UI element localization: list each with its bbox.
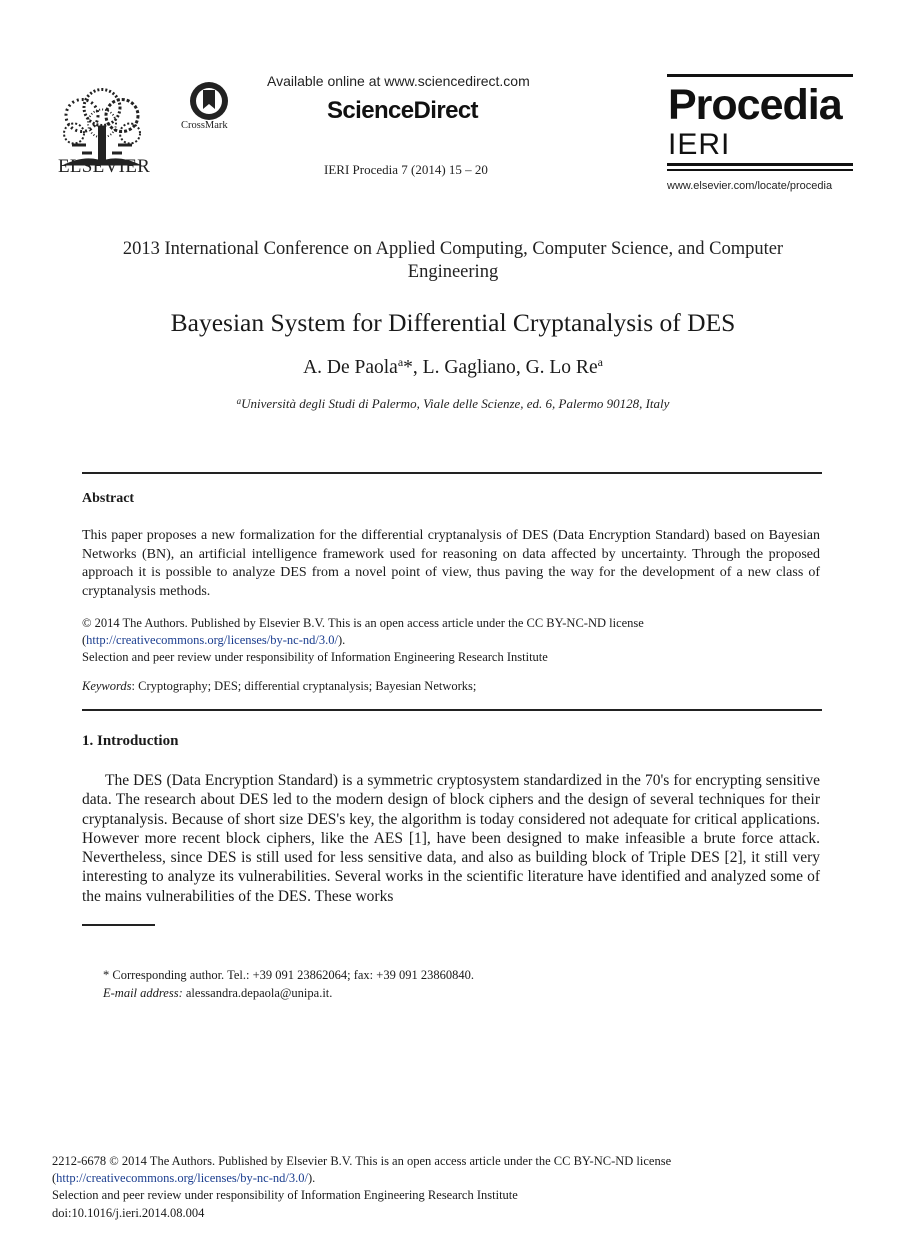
keywords-label: Keywords — [82, 679, 132, 693]
available-online-text: Available online at www.sciencedirect.com — [267, 73, 530, 89]
paren-close: ). — [337, 633, 346, 647]
paren-open: ( — [82, 633, 87, 647]
author-affiliation-mark: a — [597, 355, 603, 369]
affiliation — [82, 396, 824, 412]
abstract-body: This paper proposes a new formalization for the differential cryptanalysis of DES (Data Encryption Standard) based on Bayesian Networks (BN), an artificial intelligence framework used for reasoning on data affected by uncertainty. Through the proposed approach it is possible to analyze DES from a novel point of view, thus paving the way for the development of a new class of cryptanalysis methods. — [82, 528, 820, 599]
affiliation-text: Università degli Studi di Palermo, Viale delle Scienze, ed. 6, Palermo 90128, Italy — [241, 396, 670, 411]
abstract-top-rule — [82, 472, 822, 474]
author-affiliation-mark: a — [397, 355, 404, 369]
author-list — [82, 357, 824, 379]
bottom-license-line — [52, 1170, 852, 1187]
footnote-rule — [82, 924, 155, 926]
abstract-bottom-rule — [82, 709, 822, 711]
paren-close: ). — [307, 1171, 316, 1186]
procedia-url[interactable]: www.elsevier.com/locate/procedia — [667, 180, 833, 192]
affiliation-mark: a — [236, 396, 242, 406]
section-heading-introduction: 1. Introduction — [82, 733, 179, 749]
paper-title: Bayesian System for Differential Cryptanalysis of DES — [170, 308, 736, 337]
author-name: L. Gagliano — [422, 357, 516, 378]
bottom-publication-info — [52, 1153, 852, 1222]
email-address[interactable]: alessandra.depaola@unipa.it. — [182, 986, 333, 1000]
procedia-wordmark: Procedia — [668, 81, 842, 129]
doi[interactable]: doi:10.1016/j.ieri.2014.08.004 — [52, 1205, 205, 1220]
introduction-body: The DES (Data Encryption Standard) is a symmetric cryptosystem standardized in the 70's for encrypting sensitive data. The research about DES led to the modern design of block ciphers and the design of several techniques for their cryptanalysis. Because of short size DES's key, the algorithm is today considered not adequate for critical applications. However more recent block ciphers, like the AES [1], have been designed to make infeasible a brute force attack. Nevertheless, since DES is still used for less sensitive data, and also as building block of Triple DES [2], it still very interesting to analyze its vulnerabilities. Several works in the scientific literature have identified and analyzed some of the mains vulnerabilities of the DES. These works — [82, 772, 820, 905]
abstract-heading: Abstract — [82, 491, 135, 506]
bottom-license-link[interactable]: http://creativecommons.org/licenses/by-nc-nd/3.0/ — [56, 1171, 308, 1186]
procedia-bottom-rules — [667, 163, 853, 174]
procedia-top-rules — [667, 74, 853, 80]
license-link[interactable]: http://creativecommons.org/licenses/by-nc-nd/3.0/ — [86, 633, 338, 647]
crossmark-label: CrossMark — [181, 120, 228, 131]
license-line — [82, 632, 822, 649]
keywords — [82, 679, 476, 694]
bottom-peer-review-line: Selection and peer review under responsibility of Information Engineering Research Institute — [52, 1188, 518, 1203]
author-separator: *, — [403, 357, 423, 378]
corresponding-author-footnote: * Corresponding author. Tel.: +39 091 23862064; fax: +39 091 23860840. — [103, 968, 474, 982]
author-name: A. De Paola — [303, 357, 398, 378]
sciencedirect-wordmark: ScienceDirect — [327, 97, 478, 124]
author-separator: , — [515, 357, 526, 378]
procedia-journal-name: IERI — [668, 128, 731, 161]
email-label: E-mail address: — [103, 986, 183, 1000]
peer-review-line: Selection and peer review under responsibility of Information Engineering Research Institute — [82, 650, 548, 664]
conference-name: 2013 International Conference on Applied Computing, Computer Science, and Computer Engineering — [122, 239, 784, 282]
keywords-list: : Cryptography; DES; differential cryptanalysis; Bayesian Networks; — [131, 679, 477, 693]
copyright-line: © 2014 The Authors. Published by Elsevier B.V. This is an open access article under the CC BY-NC-ND license — [82, 616, 644, 630]
elsevier-wordmark: ELSEVIER — [58, 156, 151, 177]
email-footnote — [103, 986, 332, 1001]
copyright-notice — [82, 615, 822, 666]
author-name: G. Lo Re — [525, 357, 598, 378]
issn-license-line: 2212-6678 © 2014 The Authors. Published by Elsevier B.V. This is an open access article under the CC BY-NC-ND license — [52, 1154, 672, 1168]
paren-open: ( — [52, 1171, 57, 1186]
journal-reference: IERI Procedia 7 (2014) 15 – 20 — [324, 162, 488, 177]
